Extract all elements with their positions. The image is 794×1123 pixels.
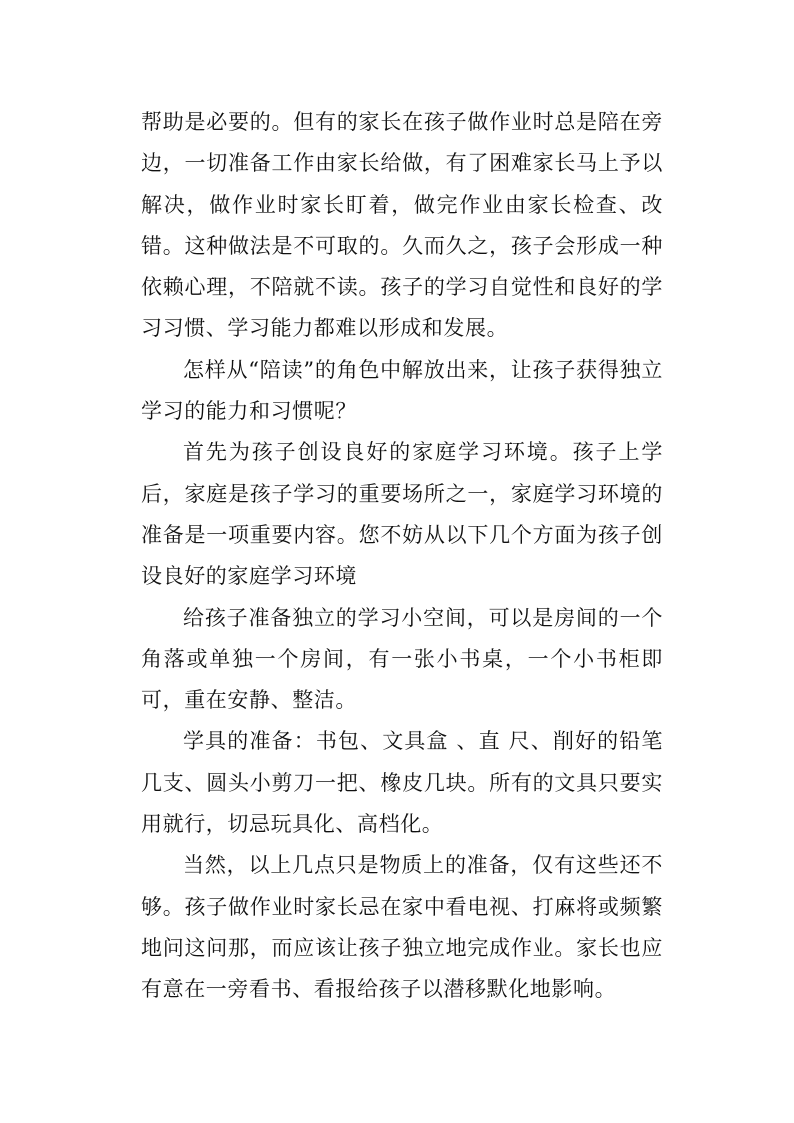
paragraph-homework-help: 帮助是必要的。但有的家长在孩子做作业时总是陪在旁边，一切准备工作由家长给做，有了困难家长马上予以解决，做作业时家长盯着，做完作业由家长检查、改错。这种做法是不可取的。久而久之，孩子会形成一种依赖心理，不陪就不读。孩子的学习自觉性和良好的学习习惯、学习能力都难以形成和发展。 [141,110,663,341]
paragraph-parent-behavior: 当然，以上几点只是物质上的准备，仅有这些还不够。孩子做作业时家长忌在家中看电视、打麻将或频繁地问这问那，而应该让孩子独立地完成作业。家长也应有意在一旁看书、看报给孩子以潜移默化地影响。 [141,853,663,1002]
paragraph-study-space: 给孩子准备独立的学习小空间，可以是房间的一个角落或单独一个房间，有一张小书桌，一个小书柜即可，重在安静、整洁。 [141,605,663,713]
paragraph-study-environment: 首先为孩子创设良好的家庭学习环境。孩子上学后，家庭是孩子学习的重要场所之一，家庭学习环境的准备是一项重要内容。您不妨从以下几个方面为孩子创设良好的家庭学习环境 [141,440,663,589]
paragraph-stationery: 学具的准备：书包、文具盒 、直 尺、削好的铅笔几支、圆头小剪刀一把、橡皮几块。所有的文具只要实用就行，切忌玩具化、高档化。 [141,729,663,837]
paragraph-question-accompany: 怎样从“陪读”的角色中解放出来，让孩子获得独立学习的能力和习惯呢？ [141,357,663,424]
document-body [141,102,663,1011]
